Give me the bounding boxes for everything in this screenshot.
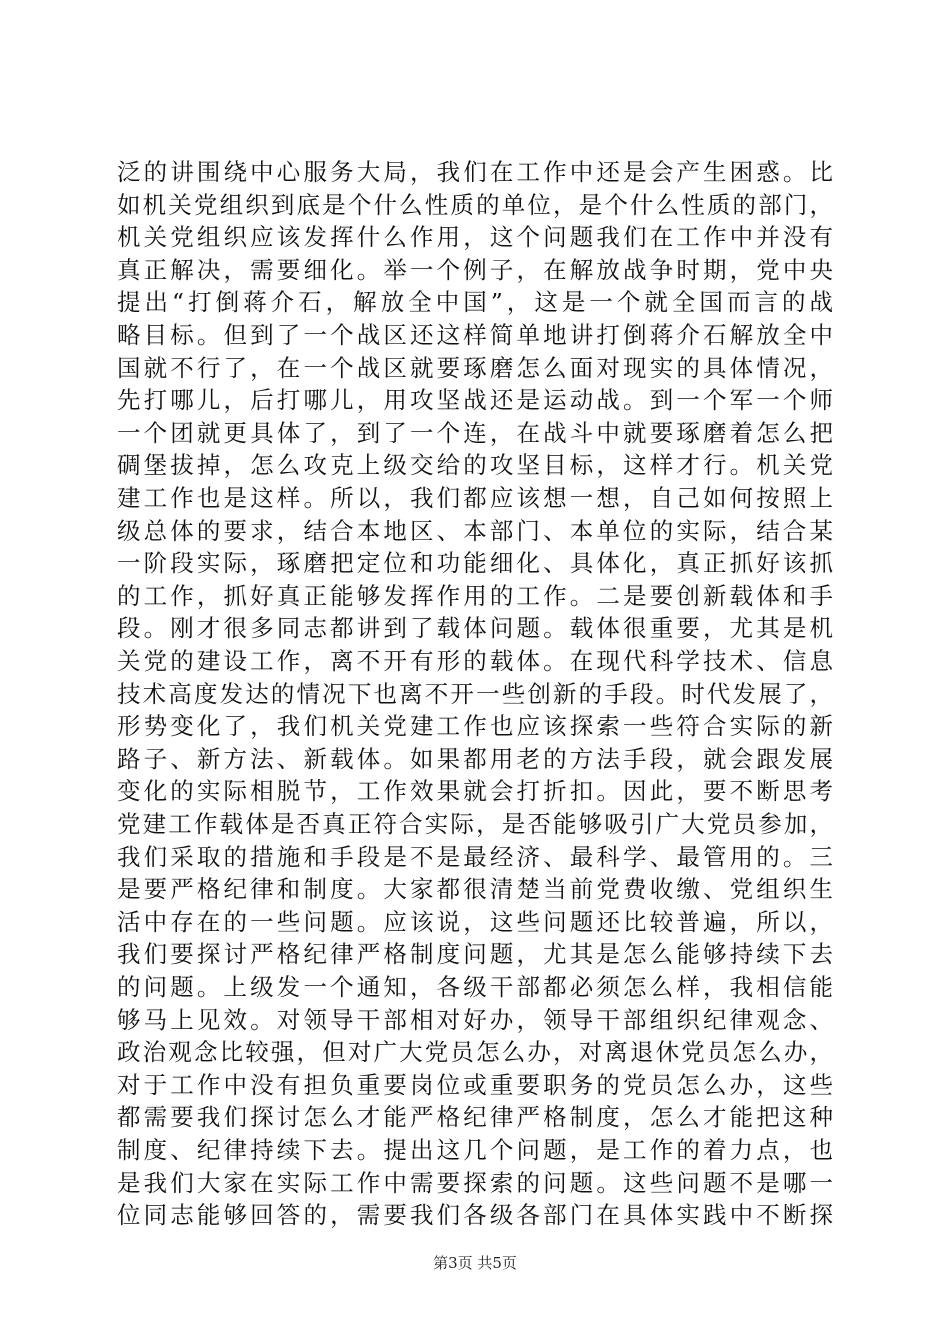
text-line: 级总体的要求，结合本地区、本部门、本单位的实际，结合某 [117, 517, 833, 545]
text-line: 活中存在的一些问题。应该说，这些问题还比较普遍，所以， [117, 908, 833, 936]
text-line: 变化的实际相脱节，工作效果就会打折扣。因此，要不断思考 [117, 777, 833, 805]
text-line: 碉堡拔掉，怎么攻克上级交给的攻坚目标，这样才行。机关党 [117, 451, 833, 479]
text-line: 是要严格纪律和制度。大家都很清楚当前党费收缴、党组织生 [117, 875, 833, 903]
text-line: 一阶段实际，琢磨把定位和功能细化、具体化，真正抓好该抓 [117, 549, 833, 577]
text-line: 国就不行了，在一个战区就要琢磨怎么面对现实的具体情况， [117, 354, 833, 382]
text-line: 政治观念比较强，但对广大党员怎么办，对离退休党员怎么办， [117, 1038, 833, 1066]
text-line: 关党的建设工作，离不开有形的载体。在现代科学技术、信息 [117, 647, 833, 675]
text-line: 对于工作中没有担负重要岗位或重要职务的党员怎么办，这些 [117, 1071, 833, 1099]
text-line: 我们要探讨严格纪律严格制度问题，尤其是怎么能够持续下去 [117, 940, 833, 968]
text-line: 都需要我们探讨怎么才能严格纪律严格制度，怎么才能把这种 [117, 1103, 833, 1131]
text-line: 一个团就更具体了，到了一个连，在战斗中就要琢磨着怎么把 [117, 419, 833, 447]
text-line: 技术高度发达的情况下也离不开一些创新的手段。时代发展了， [117, 680, 833, 708]
page-footer: 第3页 共5页 [433, 1254, 517, 1272]
text-line: 制度、纪律持续下去。提出这几个问题，是工作的着力点，也 [117, 1136, 833, 1164]
text-line: 是我们大家在实际工作中需要探索的问题。这些问题不是哪一 [117, 1169, 833, 1197]
text-line: 略目标。但到了一个战区还这样简单地讲打倒蒋介石解放全中 [117, 321, 833, 349]
text-line: 真正解决，需要细化。举一个例子，在解放战争时期，党中央 [117, 256, 833, 284]
text-line: 路子、新方法、新载体。如果都用老的方法手段，就会跟发展 [117, 745, 833, 773]
text-line: 党建工作载体是否真正符合实际，是否能够吸引广大党员参加， [117, 810, 833, 838]
text-line: 如机关党组织到底是个什么性质的单位，是个什么性质的部门， [117, 191, 833, 219]
text-line: 段。刚才很多同志都讲到了载体问题。载体很重要，尤其是机 [117, 614, 833, 642]
text-line: 泛的讲围绕中心服务大局，我们在工作中还是会产生困惑。比 [117, 158, 833, 186]
text-line: 的工作，抓好真正能够发挥作用的工作。二是要创新载体和手 [117, 582, 833, 610]
text-line: 形势变化了，我们机关党建工作也应该探索一些符合实际的新 [117, 712, 833, 740]
text-line: 位同志能够回答的，需要我们各级各部门在具体实践中不断探 [117, 1201, 833, 1229]
text-line: 机关党组织应该发挥什么作用，这个问题我们在工作中并没有 [117, 223, 833, 251]
text-line: 我们采取的措施和手段是不是最经济、最科学、最管用的。三 [117, 843, 833, 871]
text-line: 够马上见效。对领导干部相对好办，领导干部组织纪律观念、 [117, 1006, 833, 1034]
text-line: 先打哪儿，后打哪儿，用攻坚战还是运动战。到一个军一个师 [117, 386, 833, 414]
text-line: 的问题。上级发一个通知，各级干部都必须怎么样，我相信能 [117, 973, 833, 1001]
text-line: 提出“打倒蒋介石，解放全中国”，这是一个就全国而言的战 [117, 288, 833, 316]
text-line: 建工作也是这样。所以，我们都应该想一想，自己如何按照上 [117, 484, 833, 512]
